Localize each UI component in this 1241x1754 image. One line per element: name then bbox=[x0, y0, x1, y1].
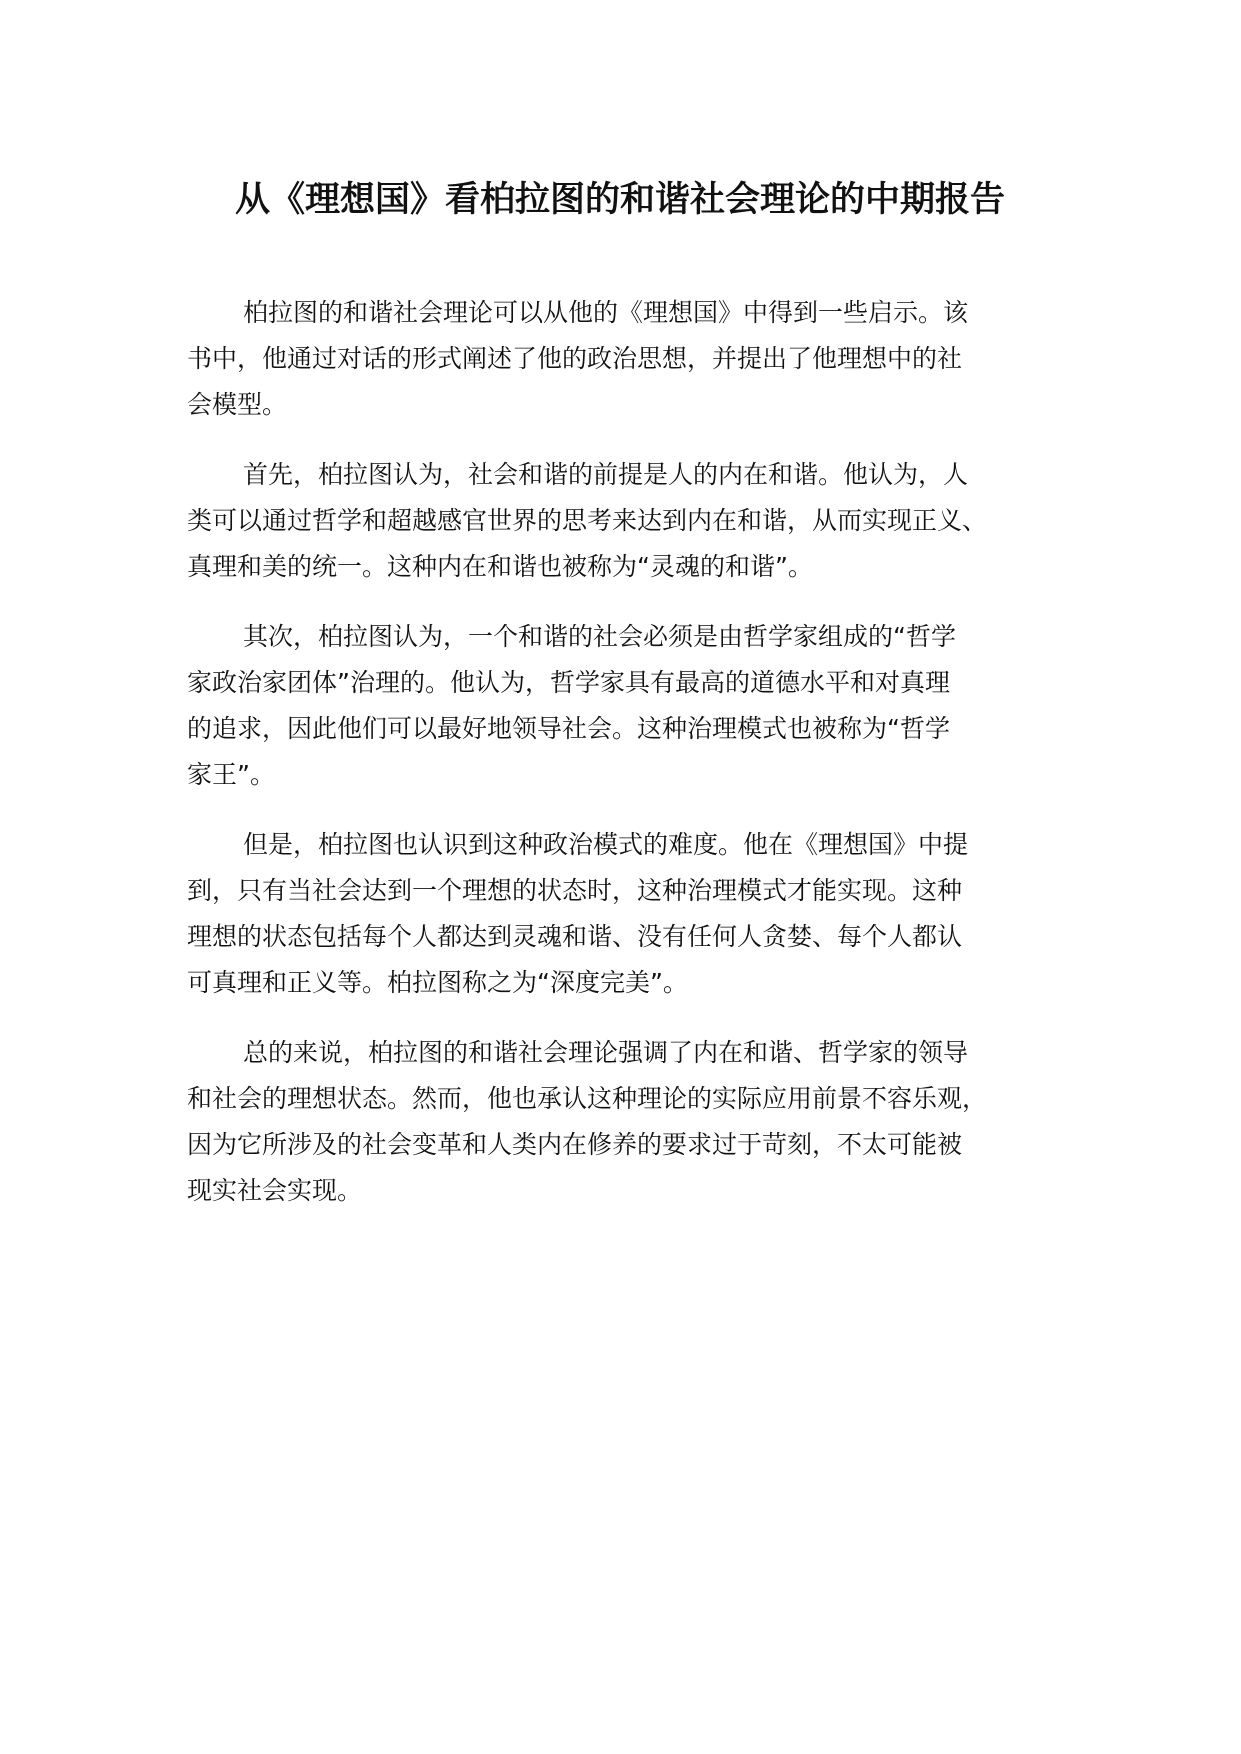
paragraph-line: 会模型。 bbox=[187, 390, 288, 419]
document-title: 从《理想国》看柏拉图的和谐社会理论的中期报告 bbox=[234, 180, 1005, 220]
paragraph-4 bbox=[187, 822, 1077, 1006]
paragraph-line: 柏拉图的和谐社会理论可以从他的《理想国》中得到一些启示。该 bbox=[243, 298, 969, 327]
paragraph-line: 理想的状态包括每个人都达到灵魂和谐、没有任何人贪婪、每个人都认 bbox=[187, 922, 963, 951]
paragraph-line: 的追求，因此他们可以最好地领导社会。这种治理模式也被称为“哲学 bbox=[187, 714, 950, 743]
document-body bbox=[187, 290, 1077, 1238]
paragraph-line: 因为它所涉及的社会变革和人类内在修养的要求过于苛刻，不太可能被 bbox=[187, 1130, 963, 1159]
paragraph-line: 总的来说，柏拉图的和谐社会理论强调了内在和谐、哲学家的领导 bbox=[243, 1038, 969, 1067]
paragraph-line: 现实社会实现。 bbox=[187, 1176, 363, 1205]
paragraph-line: 书中，他通过对话的形式阐述了他的政治思想，并提出了他理想中的社 bbox=[187, 344, 963, 373]
paragraph-line: 类可以通过哲学和超越感官世界的思考来达到内在和谐，从而实现正义、 bbox=[187, 506, 988, 535]
paragraph-line: 到，只有当社会达到一个理想的状态时，这种治理模式才能实现。这种 bbox=[187, 876, 963, 905]
paragraph-3 bbox=[187, 614, 1077, 798]
paragraph-line: 和社会的理想状态。然而，他也承认这种理论的实际应用前景不容乐观， bbox=[187, 1084, 988, 1113]
paragraph-line: 其次，柏拉图认为，一个和谐的社会必须是由哲学家组成的“哲学 bbox=[243, 622, 956, 651]
paragraph-line: 真理和美的统一。这种内在和谐也被称为“灵魂的和谐”。 bbox=[187, 552, 813, 581]
paragraph-line: 可真理和正义等。柏拉图称之为“深度完美”。 bbox=[187, 968, 688, 997]
paragraph-1 bbox=[187, 290, 1077, 428]
paragraph-line: 家政治家团体”治理的。他认为，哲学家具有最高的道德水平和对真理 bbox=[187, 668, 950, 697]
paragraph-5 bbox=[187, 1030, 1077, 1214]
paragraph-line: 首先，柏拉图认为，社会和谐的前提是人的内在和谐。他认为，人 bbox=[243, 460, 969, 489]
paragraph-line: 家王”。 bbox=[187, 760, 275, 789]
paragraph-2 bbox=[187, 452, 1077, 590]
paragraph-line: 但是，柏拉图也认识到这种政治模式的难度。他在《理想国》中提 bbox=[243, 830, 969, 859]
